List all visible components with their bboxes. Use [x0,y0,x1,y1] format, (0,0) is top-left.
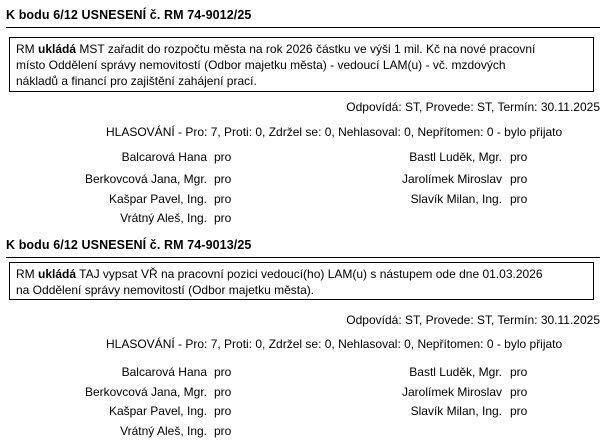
resolution-text-line [16,266,587,282]
voter-vote: pro [510,385,528,399]
voter-name: Bastl Luděk, Mgr. [409,150,502,164]
resolution-text: TAJ vypsat VŘ na pracovní pozici vedoucí(ho) LAM(u) s nástupem ode dne 01.03.2026 [79,267,543,281]
voter-vote: pro [510,150,528,164]
heading-divider [6,257,600,258]
voter-name: Kašpar Pavel, Ing. [108,192,207,206]
voter-name: Berkovcová Jana, Mgr. [84,172,207,186]
voter-vote: pro [214,365,232,379]
resolution-text-box [9,37,594,92]
resolution-text: MST zařadit do rozpočtu města na rok 2026 částku ve výši 1 mil. Kč na nové pracovní [79,42,536,56]
voter-vote: pro [214,404,232,418]
resolution-verb: ukládá [38,267,77,281]
resolution-text-line [16,41,587,57]
resolution-heading: K bodu 6/12 USNESENÍ č. RM 74-9013/25 [6,238,252,252]
voter-name: Balcarová Hana [121,365,207,379]
responsibility-line: Odpovídá: ST, Provede: ST, Termín: 30.11.2025 [346,313,600,327]
voter-name: Slavík Milan, Ing. [410,404,502,418]
voter-vote: pro [214,172,232,186]
resolution-subject: RM [16,42,35,56]
resolution-text-line: nákladů a financí pro zajištění zahájení prací. [16,74,257,88]
voter-vote: pro [214,211,232,225]
resolution-verb: ukládá [38,42,77,56]
voter-vote: pro [510,192,528,206]
voter-name: Vrátný Aleš, Ing. [120,424,207,438]
voter-vote: pro [214,385,232,399]
voter-name: Balcarová Hana [121,150,207,164]
voter-vote: pro [214,150,232,164]
voter-name: Berkovcová Jana, Mgr. [84,385,207,399]
voter-vote: pro [510,172,528,186]
voter-vote: pro [214,192,232,206]
voter-vote: pro [510,404,528,418]
voter-name: Bastl Luděk, Mgr. [409,365,502,379]
resolution-subject: RM [16,267,35,281]
resolution-text-box [9,262,594,300]
voter-vote: pro [510,365,528,379]
resolution-heading: K bodu 6/12 USNESENÍ č. RM 74-9012/25 [6,8,252,22]
voter-vote: pro [214,424,232,438]
heading-divider [6,27,600,28]
resolution-text-line: na Oddělení správy nemovitostí (Odbor majetku města). [16,283,315,297]
voter-name: Slavík Milan, Ing. [410,192,502,206]
responsibility-line: Odpovídá: ST, Provede: ST, Termín: 30.11.2025 [346,100,600,114]
vote-summary: HLASOVÁNÍ - Pro: 7, Proti: 0, Zdržel se: 0, Nehlasoval: 0, Nepřítomen: 0 - bylo přijato [106,125,563,139]
resolution-text-line: místo Oddělení správy nemovitostí (Odbor majetku města) - vedoucí LAM(u) - vč. mzdových [16,58,506,72]
voter-name: Vrátný Aleš, Ing. [120,211,207,225]
voter-name: Jarolímek Miroslav [401,172,502,186]
vote-summary: HLASOVÁNÍ - Pro: 7, Proti: 0, Zdržel se: 0, Nehlasoval: 0, Nepřítomen: 0 - bylo přijato [106,337,563,351]
voter-name: Kašpar Pavel, Ing. [108,404,207,418]
voter-name: Jarolímek Miroslav [401,385,502,399]
